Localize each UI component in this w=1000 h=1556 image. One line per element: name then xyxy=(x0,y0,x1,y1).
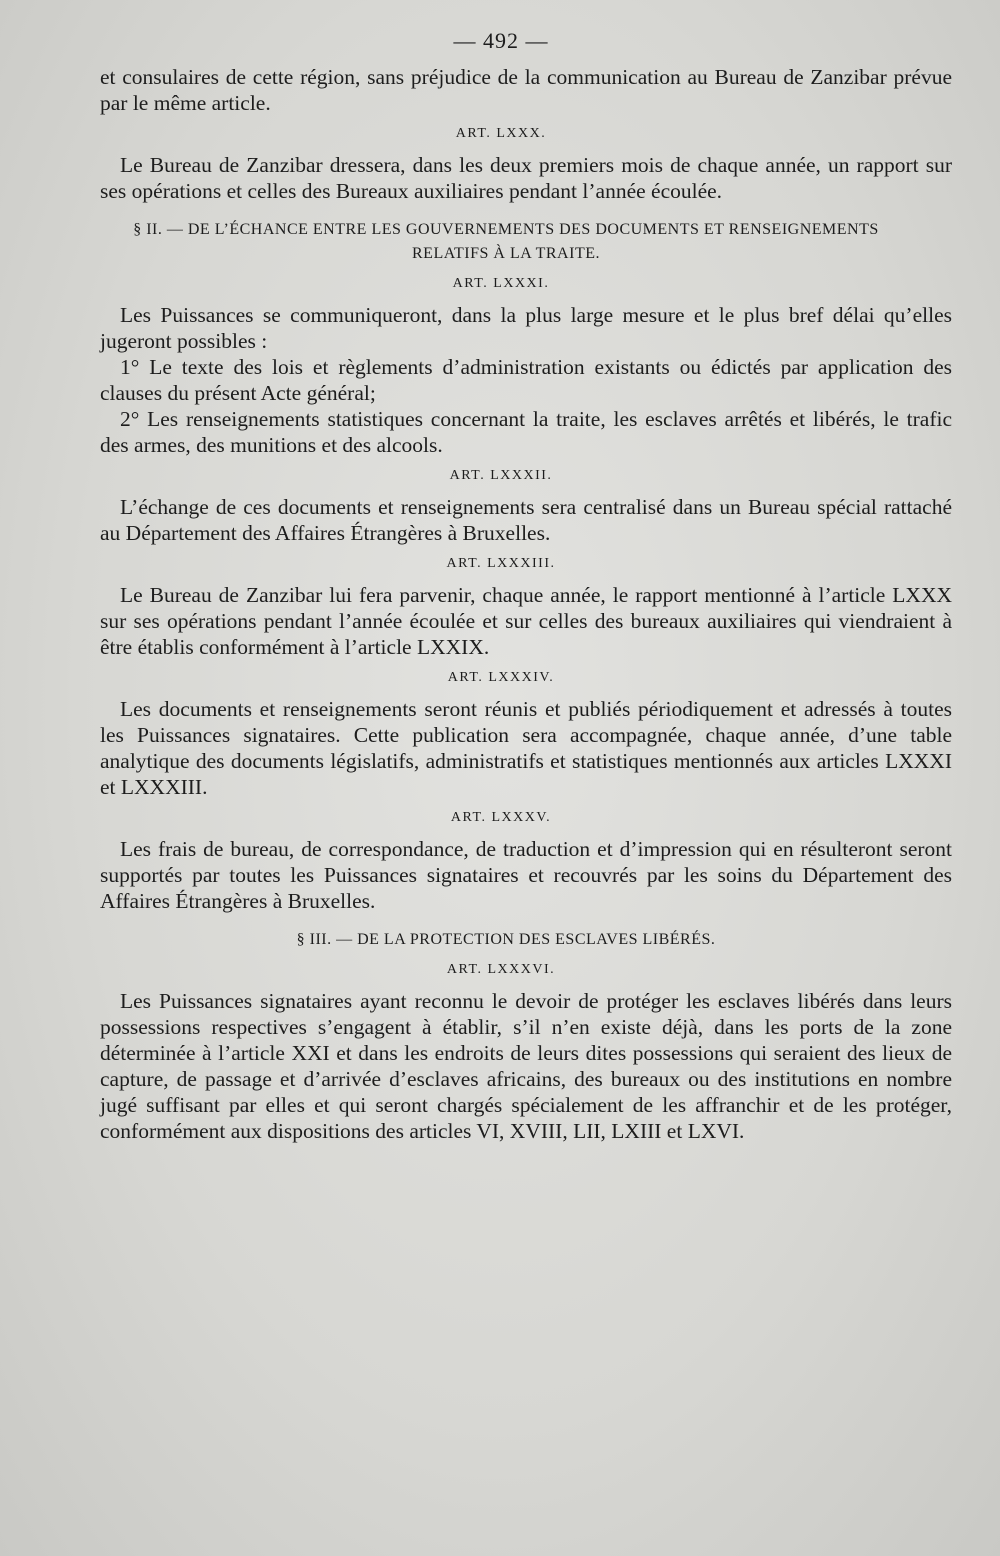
paragraph-continuation: et consulaires de cette région, sans préjudice de la communication au Bureau de Zanzibar prévue par le même article. xyxy=(100,65,952,115)
paragraph-art-lxxxiii: Le Bureau de Zanzibar lui fera parvenir, chaque année, le rapport mentionné à l’article LXXX sur ses opérations pendant l’année écoulée et sur celles des bureaux auxiliaires qui viendraient à être établis conformément à l’article LXXIX. xyxy=(100,583,952,659)
article-heading-lxxx: ART. LXXX. xyxy=(455,126,547,141)
article-heading-lxxxv: ART. LXXXV. xyxy=(450,810,552,825)
paragraph-art-lxxx: Le Bureau de Zanzibar dressera, dans les deux premiers mois de chaque année, un rapport sur ses opérations et celles des Bureaux auxiliaires pendant l’année écoulée. xyxy=(100,153,952,203)
article-heading-lxxxiii: ART. LXXXIII. xyxy=(446,556,556,571)
paragraph-art-lxxxii: L’échange de ces documents et renseignements sera centralisé dans un Bureau spécial rattaché au Département des Affaires Étrangères à Bruxelles. xyxy=(100,495,952,545)
section-heading-2: § II. — DE L’ÉCHANCE ENTRE LES GOUVERNEMENTS DES DOCUMENTS ET RENSEIGNEMENTS RELATIFS À LA TRAITE. xyxy=(133,221,879,262)
section-heading-3: § III. — DE LA PROTECTION DES ESCLAVES LIBÉRÉS. xyxy=(296,931,716,948)
paragraph-art-lxxxi: Les Puissances se communiqueront, dans la plus large mesure et le plus bref délai qu’elles jugeront possibles : xyxy=(100,303,952,353)
article-heading-lxxxi: ART. LXXXI. xyxy=(452,276,550,291)
article-heading-lxxxvi: ART. LXXXVI. xyxy=(446,962,556,977)
paragraph-art-lxxxvi: Les Puissances signataires ayant reconnu le devoir de protéger les esclaves libérés dans leurs possessions respectives s’engagent à établir, s’il n’en existe déjà, dans les ports de la zone déterminée à l’article XXI et dans les endroits de leurs dites possessions qui seraient des lieux de capture, de passage et d’arrivée d’esclaves africains, des bureaux ou des institutions en nombre jugé suffisant par elles et qui seront chargés spécialement de les affranchir et de les protéger, conformément aux dispositions des articles VI, XVIII, LII, LXIII et LXVI. xyxy=(100,989,952,1143)
paragraph-art-lxxxiv: Les documents et renseignements seront réunis et publiés périodiquement et adressés à toutes les Puissances signataires. Cette publication sera accompagnée, chaque année, d’une table analytique des documents législatifs, administratifs et statistiques mentionnés aux articles LXXXI et LXXXIII. xyxy=(100,697,952,799)
list-item-1: 1° Le texte des lois et règlements d’administration existants ou édictés par application des clauses du présent Acte général; xyxy=(100,355,952,405)
page-number: — 492 — xyxy=(453,28,549,53)
article-heading-lxxxiv: ART. LXXXIV. xyxy=(447,670,555,685)
article-heading-lxxxii: ART. LXXXII. xyxy=(449,468,553,483)
paragraph-art-lxxxv: Les frais de bureau, de correspondance, de traduction et d’impression qui en résulteront seront supportés par toutes les Puissances signataires et recouvrés par les soins du Département des Affaires Étrangères à Bruxelles. xyxy=(100,837,952,913)
list-item-2: 2° Les renseignements statistiques concernant la traite, les esclaves arrêtés et libérés, le trafic des armes, des munitions et des alcools. xyxy=(100,407,952,457)
